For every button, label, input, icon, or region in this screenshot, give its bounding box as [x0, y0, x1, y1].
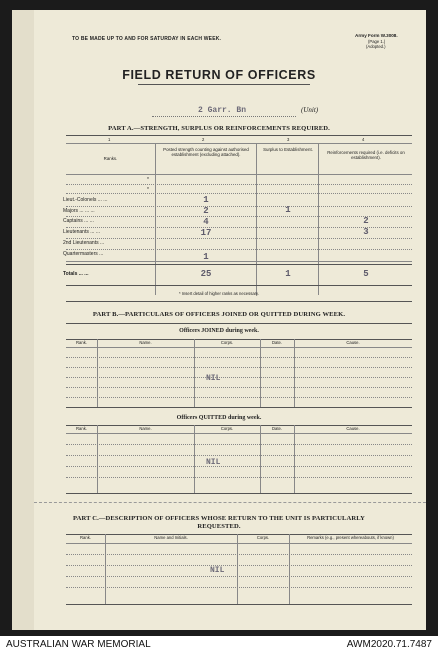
joined-table-bottom — [66, 407, 412, 408]
col-header-reinforcements: Reinforcements required (i.e. deficits on establishment). — [327, 150, 405, 160]
part-a-title: PART A.—STRENGTH, SURPLUS OR REINFORCEMENTS REQUIRED. — [108, 125, 330, 132]
quitted-row-line — [66, 477, 412, 478]
joined-row-line — [66, 357, 412, 358]
quitted-table-bottom — [66, 493, 412, 494]
part-a-row-line — [66, 193, 412, 194]
part-c-col-divider — [237, 534, 238, 604]
part-b-rule-top — [66, 323, 412, 324]
joined-title: Officers JOINED during week. — [179, 328, 259, 334]
joined-col-divider — [194, 339, 195, 407]
joined-col-name: Name. — [139, 340, 152, 345]
part-c-col-divider — [289, 534, 290, 604]
part-c-row-line — [66, 554, 412, 555]
quitted-col-name: Name. — [139, 426, 152, 431]
asterisk-mark: * — [147, 187, 149, 193]
unit-label: (Unit) — [301, 106, 319, 114]
quitted-col-divider — [260, 425, 261, 493]
part-a-row-line — [66, 261, 412, 262]
part-a-rule-header — [66, 174, 412, 175]
part-c-col-remarks: Remarks (e.g., present whereabouts, if known) — [307, 535, 394, 540]
part-a-totals-rule — [66, 264, 412, 265]
footer-credit: AUSTRALIAN WAR MEMORIAL — [6, 639, 151, 650]
posted-quartermasters: 1 — [203, 252, 209, 262]
form-page: (Page 1.) — [368, 39, 386, 44]
asterisk-mark: * — [147, 177, 149, 183]
part-c-col-name: Name and Initials. — [154, 535, 188, 540]
part-a-rule-numbers — [66, 143, 412, 144]
quitted-col-cause: Cause. — [346, 426, 360, 431]
quitted-row-line — [66, 444, 412, 445]
posted-captains: 4 — [203, 217, 209, 227]
unit-value: 2 Garr. Bn — [198, 106, 247, 115]
surplus-majors: 1 — [285, 205, 291, 215]
quitted-table-header-rule — [66, 433, 412, 434]
quitted-nil-stamp: NIL — [206, 458, 221, 467]
joined-col-date: Date. — [271, 340, 282, 345]
footer-bar — [0, 636, 438, 653]
part-a-footnote: * Insert detail of higher ranks as necessary. — [179, 291, 259, 296]
joined-table-header-rule — [66, 347, 412, 348]
header-note: TO BE MADE UP TO AND FOR SATURDAY IN EACH WEEK. — [72, 36, 222, 42]
form-status: (Adopted.) — [366, 44, 386, 49]
totals-reinf: 5 — [363, 269, 369, 279]
section-divider — [66, 301, 412, 302]
part-c-col-divider — [105, 534, 106, 604]
rank-label-lieutenants: Lieutenants ... ... — [63, 229, 100, 235]
perforation-line — [34, 502, 426, 503]
part-a-col-divider-1 — [155, 143, 156, 295]
col-number-3: 3 — [287, 137, 290, 142]
part-c-nil-stamp: NIL — [210, 566, 225, 575]
joined-col-rank: Rank. — [76, 340, 87, 345]
rank-label-quartermasters: Quartermasters ... — [63, 251, 104, 257]
rank-label-majors: Majors ... ... ... — [63, 208, 95, 214]
part-c-col-corps: Corps. — [256, 535, 270, 540]
page-left-margin — [12, 10, 34, 630]
part-a-row-line — [66, 184, 412, 185]
part-a-rule-bottom — [66, 285, 412, 286]
joined-col-divider — [97, 339, 98, 407]
quitted-col-rank: Rank. — [76, 426, 87, 431]
totals-posted: 25 — [200, 269, 212, 279]
part-a-col-divider-2 — [256, 143, 257, 295]
part-a-row-line — [66, 238, 412, 239]
quitted-col-corps: Corps. — [220, 426, 234, 431]
joined-col-corps: Corps. — [220, 340, 234, 345]
joined-nil-stamp: NIL — [206, 374, 221, 383]
document-page — [12, 10, 426, 630]
quitted-row-line — [66, 466, 412, 467]
quitted-col-divider — [194, 425, 195, 493]
joined-col-divider — [260, 339, 261, 407]
joined-row-line — [66, 377, 412, 378]
rank-label-captains: Captains ... ... — [63, 218, 94, 224]
part-c-row-line — [66, 565, 412, 566]
joined-col-divider — [294, 339, 295, 407]
col-number-4: 4 — [362, 137, 365, 142]
joined-col-cause: Cause. — [346, 340, 360, 345]
part-c-header-rule — [66, 543, 412, 544]
quitted-col-divider — [294, 425, 295, 493]
quitted-col-divider — [97, 425, 98, 493]
quitted-row-line — [66, 455, 412, 456]
footer-accession-number: AWM2020.71.7487 — [346, 639, 432, 650]
col-header-ranks: Ranks. — [103, 156, 118, 161]
part-a-col-divider-3 — [318, 143, 319, 295]
part-c-row-line — [66, 587, 412, 588]
joined-row-line — [66, 387, 412, 388]
part-a-rule-top — [66, 135, 412, 136]
joined-row-line — [66, 367, 412, 368]
title-underline — [138, 84, 310, 85]
rank-label-lt-colonels: Lieut.-Colonels ... ... — [63, 197, 108, 203]
totals-label: Totals ... ... — [63, 271, 89, 277]
col-header-posted: Posted strength counting against authorised establishment (excluding attached). — [163, 147, 249, 157]
col-number-1: 1 — [108, 137, 111, 142]
col-number-2: 2 — [202, 137, 205, 142]
quitted-title: Officers QUITTED during week. — [176, 415, 262, 421]
rank-label-2nd-lieutenants: 2nd Lieutenants ... — [63, 240, 105, 246]
joined-row-line — [66, 397, 412, 398]
part-a-row-line — [66, 249, 412, 250]
page-title: FIELD RETURN OF OFFICERS — [122, 68, 316, 82]
form-name: Army Form W.3008. — [355, 33, 398, 38]
posted-majors: 2 — [203, 206, 209, 216]
totals-surplus: 1 — [285, 269, 291, 279]
part-c-col-rank: Rank. — [80, 535, 91, 540]
part-c-row-line — [66, 576, 412, 577]
part-c-table-bottom — [66, 604, 412, 605]
part-c-title-line2: REQUESTED. — [197, 523, 241, 530]
col-header-surplus: Surplus to Establishment. — [263, 147, 313, 152]
part-c-title-line1: PART C.—DESCRIPTION OF OFFICERS WHOSE RETURN TO THE UNIT IS PARTICULARLY — [73, 515, 365, 522]
quitted-col-date: Date. — [271, 426, 282, 431]
part-b-title: PART B.—PARTICULARS OF OFFICERS JOINED OR QUITTED DURING WEEK. — [92, 311, 346, 318]
reinf-lieutenants: 3 — [363, 227, 369, 237]
posted-lt-colonels: 1 — [203, 195, 209, 205]
reinf-captains: 2 — [363, 216, 369, 226]
posted-lieutenants: 17 — [200, 228, 212, 238]
